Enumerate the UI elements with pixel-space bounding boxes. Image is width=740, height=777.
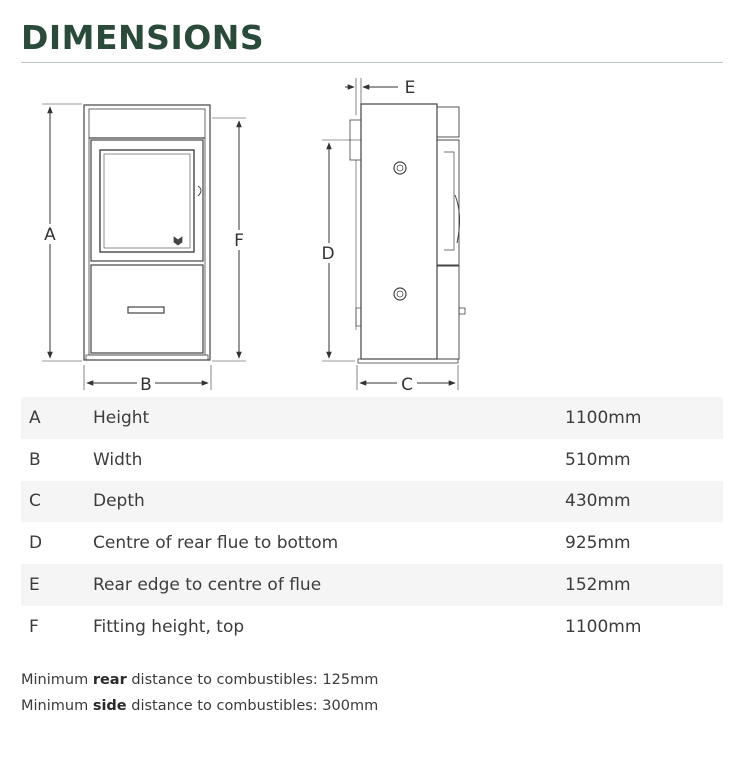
dim-label-C: C [401,375,413,395]
row-value: 152mm [565,564,723,606]
side-dimensions [322,78,458,390]
row-key: C [21,481,93,523]
side-top-panel [437,107,459,137]
dim-label-D: D [321,244,335,264]
row-value: 510mm [565,449,631,470]
title-divider [21,62,723,63]
side-clearance-note: Minimum side distance to combustibles: 300mm [21,698,379,714]
row-key: A [21,397,93,439]
rear-clearance-note: Minimum rear distance to combustibles: 125mm [21,672,379,688]
table-row [21,606,723,648]
stove-dimension-drawing [0,70,740,396]
front-dimensions [42,104,246,390]
table-row [21,522,723,564]
door-glass [100,150,194,252]
row-label: Width [93,449,143,470]
dim-label-E: E [404,78,416,98]
row-key: B [29,449,41,470]
side-drawer [437,265,459,359]
table-row [21,481,723,523]
dim-label-A: A [44,225,56,245]
row-label: Centre of rear flue to bottom [93,533,339,554]
row-label: Depth [93,481,565,523]
row-value: 430mm [565,481,723,523]
row-label: Rear edge to centre of flue [93,564,565,606]
table-row [21,564,723,606]
row-key: D [29,533,43,554]
front-view [84,105,210,360]
door-handle [198,186,201,196]
air-inlet-bottom [394,288,406,300]
row-key: E [21,564,93,606]
row-key: F [29,616,39,637]
page-title: DIMENSIONS [21,18,265,57]
dim-label-F: F [234,231,244,251]
front-body [84,105,210,360]
side-body [361,104,437,359]
row-value: 1100mm [565,616,642,637]
air-inlet-top [394,162,406,174]
front-plinth [86,355,208,360]
dimensions-table [21,397,723,648]
row-label: Fitting height, top [93,616,245,637]
logo-mark [174,237,182,245]
side-door [437,140,459,266]
table-row [21,397,723,439]
row-label: Height [93,397,565,439]
side-view [350,104,465,363]
dim-label-B: B [140,375,152,395]
row-value: 1100mm [565,397,723,439]
table-row [21,439,723,481]
drawer-handle [128,307,164,313]
clearance-notes [21,667,378,719]
ash-drawer [91,265,203,353]
door-frame [91,140,203,261]
row-value: 925mm [565,533,631,554]
